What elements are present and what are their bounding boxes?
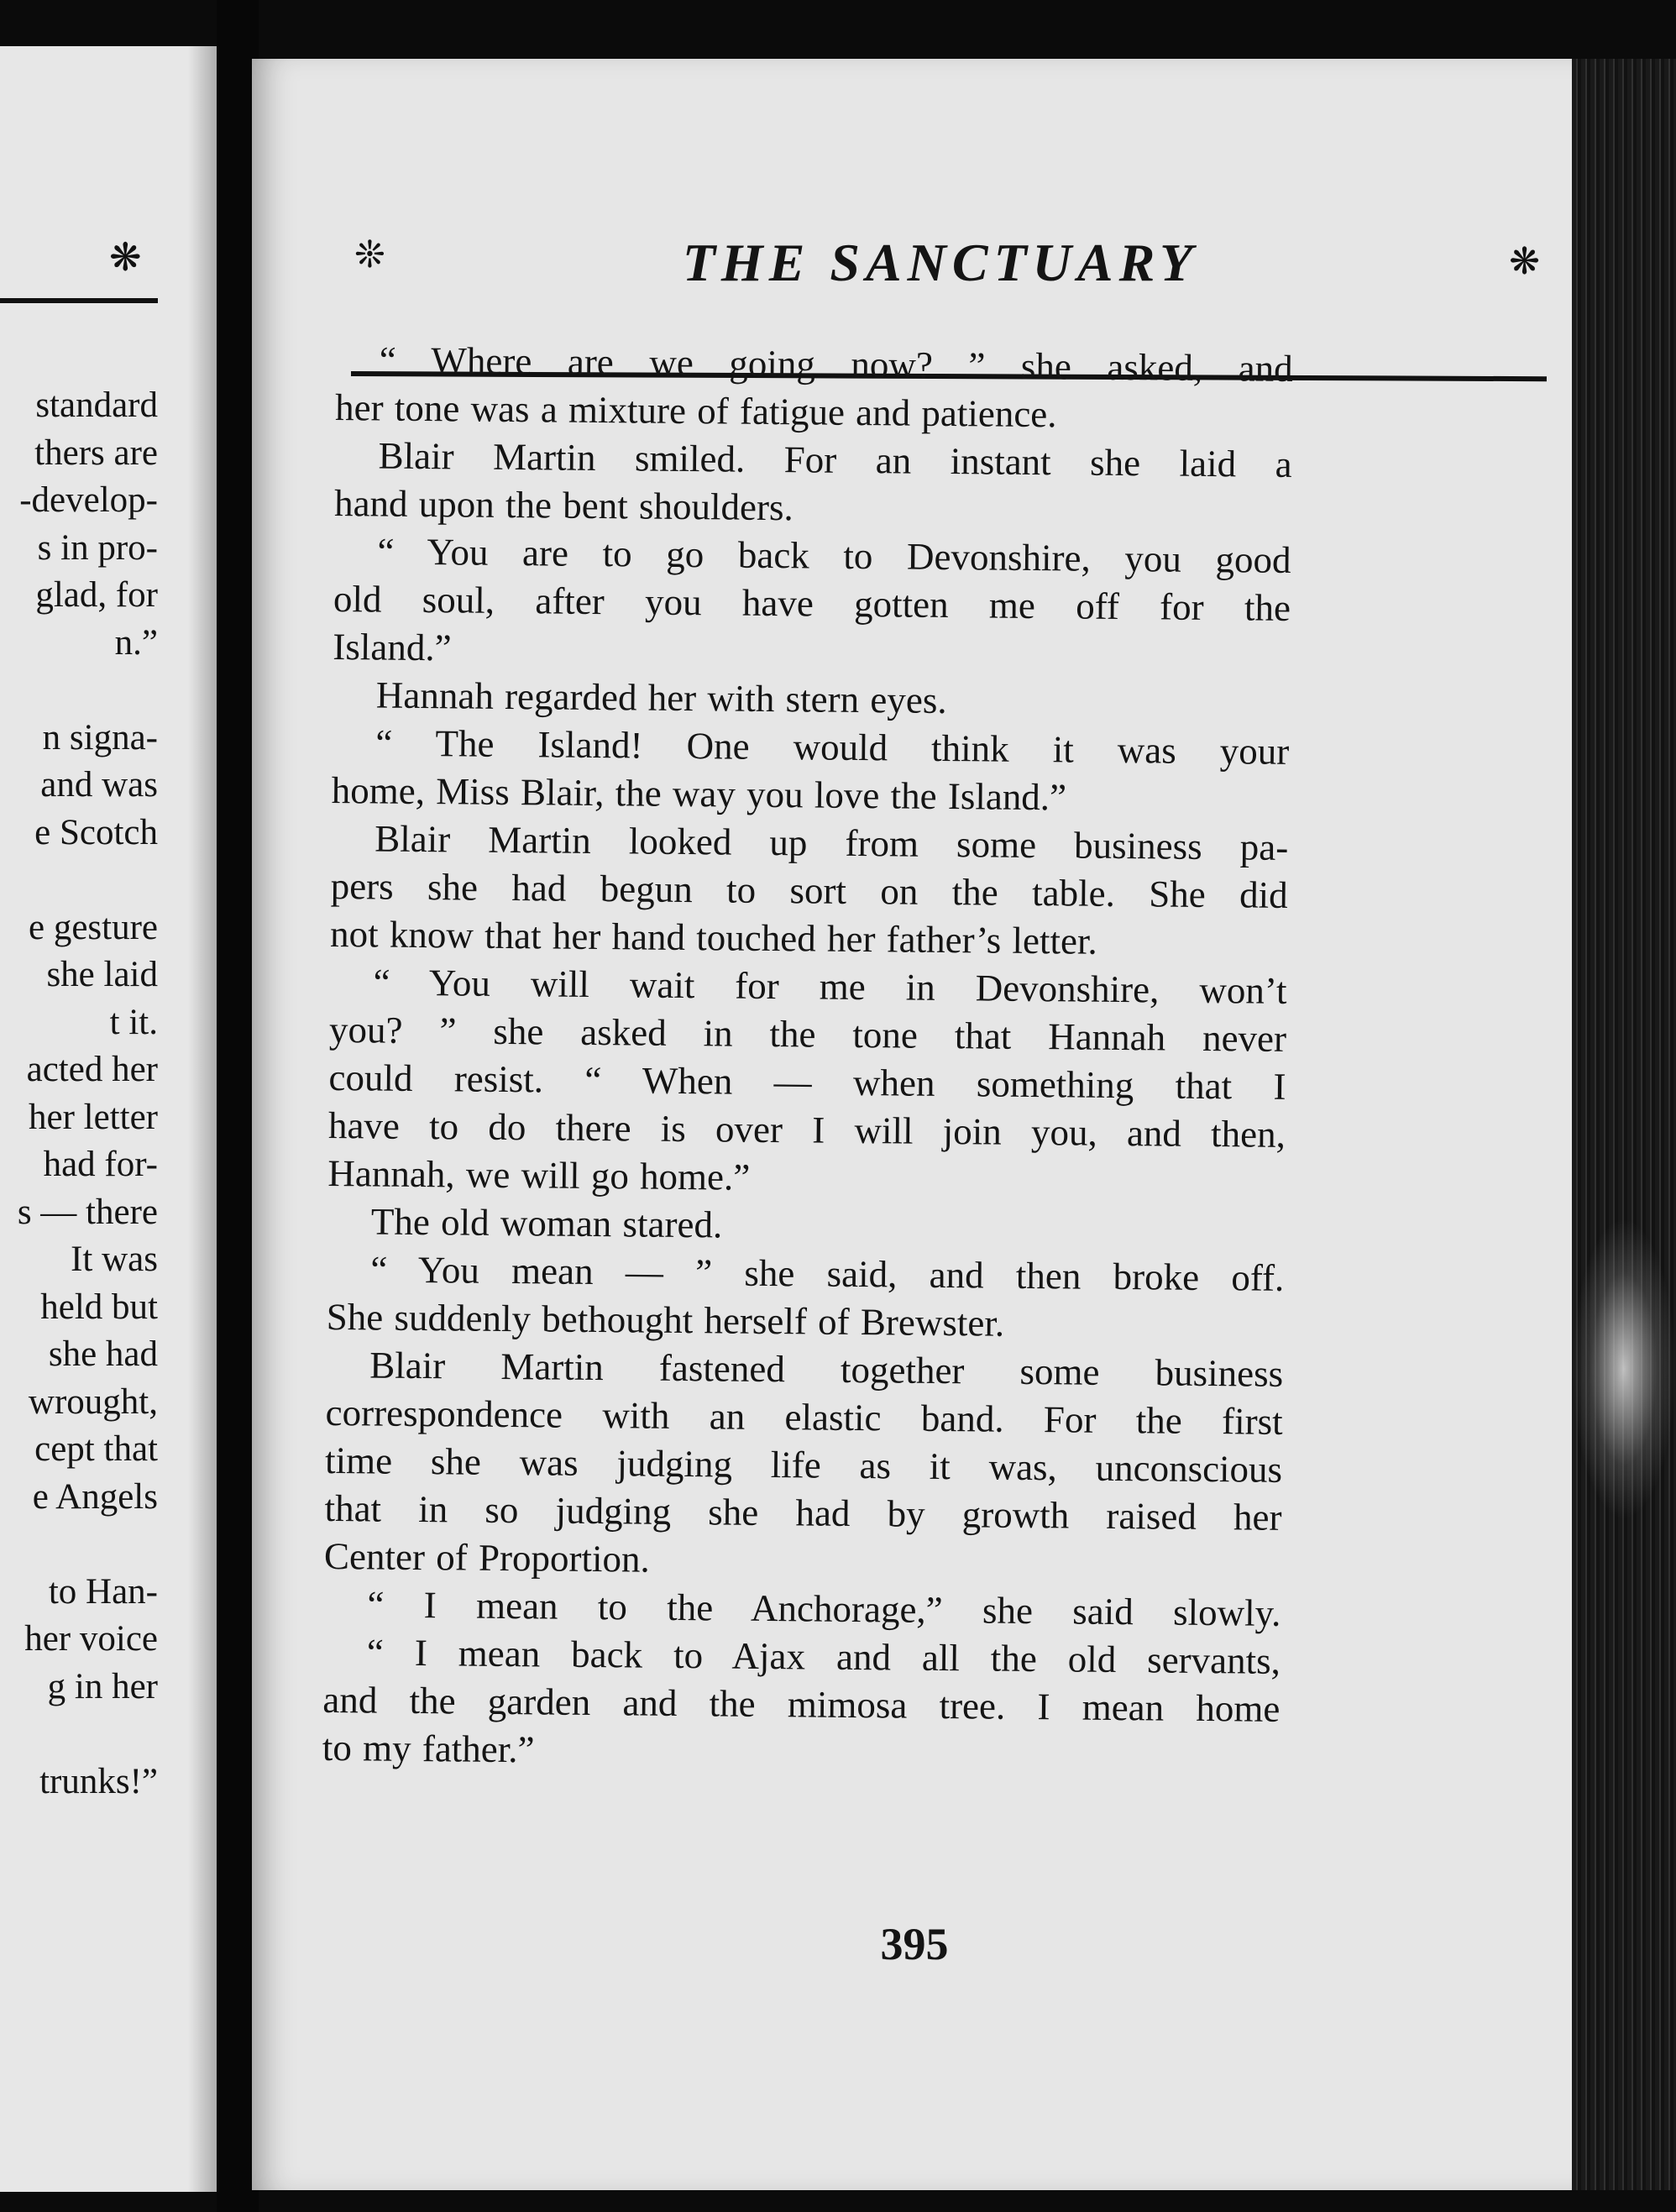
- text-line: “ I mean back to Ajax and all the old servants,: [366, 1631, 1281, 1682]
- left-text-line: -develop-: [19, 480, 158, 520]
- left-text-line: g in her: [47, 1666, 158, 1706]
- text-line: “ I mean to the Anchorage,” she said slowly.: [367, 1583, 1281, 1634]
- text-line: time she was judging life as it was, unconscious: [324, 1439, 1283, 1491]
- text-line: correspondence with an elastic band. For the first: [325, 1391, 1283, 1443]
- text-line: you? ” she asked in the tone that Hannah never: [328, 1008, 1287, 1060]
- left-text-line: to Han-: [48, 1571, 158, 1612]
- text-line: hand upon the bent shoulders.: [333, 481, 793, 529]
- text-line: “ The Island! One would think it was your: [375, 721, 1290, 773]
- left-text-line: e Scotch: [34, 812, 158, 852]
- left-facing-page: [0, 46, 217, 2192]
- left-text-line: held but: [40, 1287, 158, 1327]
- left-text-line: glad, for: [35, 575, 158, 615]
- left-text-line: t it.: [109, 1002, 158, 1042]
- left-text-line: her letter: [29, 1097, 158, 1137]
- running-title: THE SANCTUARY: [682, 233, 1199, 292]
- left-text-line: her voice: [24, 1619, 158, 1659]
- text-line: have to do there is over I will join you, and then,: [327, 1103, 1286, 1156]
- page-edges: [1572, 59, 1676, 2190]
- text-line: to my father.”: [322, 1726, 535, 1771]
- page-shadow: [188, 46, 217, 2192]
- text-line: not know that her hand touched her father’s letter.: [329, 912, 1098, 962]
- text-line: Blair Martin looked up from some business pa-: [374, 817, 1289, 868]
- text-line: pers she had begun to sort on the table. She did: [330, 864, 1288, 916]
- left-text-line: acted her: [26, 1050, 158, 1089]
- left-text-line: she had: [48, 1334, 158, 1374]
- text-line: her tone was a mixture of fatigue and patience.: [334, 385, 1057, 436]
- text-line: She suddenly bethought herself of Brewster.: [326, 1295, 1005, 1344]
- text-line: Island.”: [333, 625, 452, 669]
- text-line: “ You will wait for me in Devonshire, won’t: [373, 961, 1287, 1012]
- text-line: home, Miss Blair, the way you love the Island.”: [331, 768, 1067, 819]
- left-text-line: e Angels: [32, 1476, 158, 1517]
- left-text-line: s in pro-: [37, 527, 158, 568]
- text-line: Center of Proportion.: [323, 1534, 650, 1580]
- text-line: Blair Martin smiled. For an instant she laid a: [378, 434, 1292, 485]
- page-number: 395: [880, 1919, 949, 1969]
- text-line: that in so judging she had by growth raised her: [324, 1486, 1282, 1538]
- text-line: and the garden and the mimosa tree. I mean home: [322, 1678, 1281, 1730]
- running-header: [336, 225, 1545, 317]
- left-text-line: n.”: [114, 622, 158, 663]
- ornament-left-icon: ❊: [354, 233, 385, 276]
- body-text: [322, 336, 1293, 1781]
- light-glare: [1572, 1218, 1676, 1520]
- left-text-line: It was: [71, 1240, 158, 1279]
- left-text-line: wrought,: [28, 1381, 158, 1422]
- left-text-line: e gesture: [28, 907, 158, 947]
- left-text-line: standard: [35, 385, 158, 425]
- ornament-right-icon: ❋: [1509, 240, 1540, 283]
- text-line: could resist. “ When — when something that I: [328, 1056, 1286, 1108]
- left-text-line: and was: [40, 765, 158, 805]
- ornament-icon: ❋: [109, 234, 142, 280]
- header-rule-left: [0, 298, 158, 303]
- text-line: “ You mean — ” she said, and then broke off.: [370, 1248, 1285, 1299]
- text-line: Hannah, we will go home.”: [327, 1151, 751, 1198]
- left-text-line: had for-: [43, 1145, 158, 1184]
- left-text-line: trunks!”: [39, 1761, 158, 1801]
- text-line: The old woman stared.: [370, 1200, 723, 1246]
- left-text-line: cept that: [34, 1429, 158, 1469]
- text-line: “ Where are we going now? ” she asked, and: [379, 338, 1293, 390]
- left-text-line: n signa-: [42, 717, 158, 757]
- left-text-line: s — there: [17, 1192, 158, 1232]
- text-line: Hannah regarded her with stern eyes.: [375, 674, 947, 722]
- left-text-line: she laid: [46, 955, 158, 994]
- text-line: “ You are to go back to Devonshire, you good: [377, 530, 1291, 581]
- text-line: Blair Martin fastened together some business: [369, 1344, 1284, 1395]
- text-line: old soul, after you have gotten me off for the: [333, 577, 1291, 629]
- left-text-line: thers are: [34, 432, 158, 473]
